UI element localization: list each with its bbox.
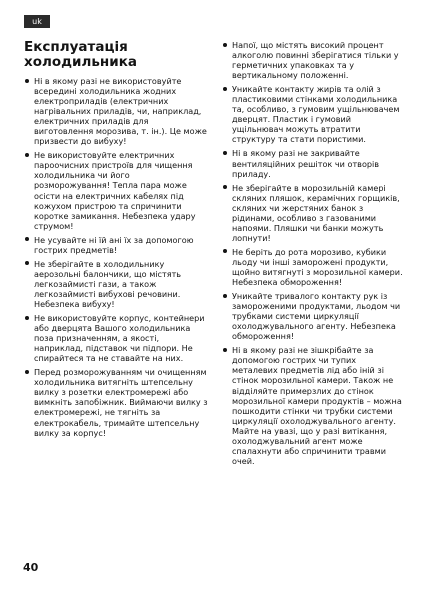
list-item <box>24 259 208 309</box>
list-item <box>222 183 404 243</box>
list-item <box>222 247 404 287</box>
item-text: Не використовуйте корпус, контейнери або дверцята Вашого холодильника поза призначенням, а якості, наприклад, підставок чи підпори. Не спирайтеся та не ставайте на них. <box>34 313 205 364</box>
left-bullet-list <box>24 76 208 438</box>
item-text: Ні в якому разі не зішкрібайте за допомогою гострих чи тупих металевих предметів лід або іній зі стінок морозильної камери. Також не відділяйте примерзлих до стінок морозильної камери продуктів – можна пошкодити стінки чи трубки системи циркуляції охолоджувального агенту. Майте на увазі, що у разі витікання, охолоджувальний агент може спалахнути або спричинити травми очей. <box>232 345 402 466</box>
section-title: Експлуатація холодильника <box>24 39 137 70</box>
list-item <box>222 345 404 466</box>
list-item <box>24 367 208 437</box>
page-number: 40 <box>23 561 39 574</box>
item-warning: Це може призвести до вибуху! <box>34 126 207 147</box>
item-text: Не усувайте ні їй ані їх за допомогою гострих предметів! <box>34 234 194 255</box>
list-item <box>222 40 404 80</box>
item-warning: Небезпека обмороження! <box>232 277 343 288</box>
item-warning: Небезпека вибуху! <box>34 298 115 309</box>
item-text: Напої, що містять високий процент алкоголю повинні зберігатися тільки у герметичних упаковках та у вертикальному положенні. <box>232 40 399 81</box>
item-text: Перед розморожуванням чи очищенням холодильника витягніть штепсельну вилку з розетки електромережі або вимкніть запобіжник. Виймаючи вилку з електромережі, не тягніть за електрокабель, тримайте штепсельну вилку за корпус! <box>34 367 208 438</box>
list-item <box>222 291 404 341</box>
item-text: Не зберігайте в холодильнику аерозольні балончики, що містять легкозаймисті гази, а також легкозаймисті вибухові речовини. <box>34 258 182 299</box>
list-item <box>24 313 208 363</box>
item-text: Уникайте контакту жирів та олій з пластиковими стінками холодильника та, особливо, з гумовим ущільнювачем дверцят. Пластик і гумовий ущільнювач можуть втратити структуру та стати пористими. <box>232 84 400 145</box>
left-column <box>24 40 208 442</box>
item-text: Ні в якому разі не закривайте вентиляційних решіток чи отворів приладу. <box>232 148 380 179</box>
list-item <box>24 76 208 146</box>
item-text: Не зберігайте в морозильній камері скляних пляшок, керамічних горщиків, скляних чи жерстяних банок з рідинами, особливо з газованими напоями. Пляшки чи банки можуть лопнути! <box>232 182 400 243</box>
item-warning: Небезпека удару струмом! <box>34 210 196 231</box>
item-text: Уникайте тривалого контакту рук із замороженими продуктами, льодом чи трубками системи циркуляції охолоджувального агенту. <box>232 291 401 332</box>
item-warning: Небезпека обмороження! <box>232 321 396 342</box>
list-item <box>24 235 208 255</box>
item-text: Ні в якому разі не використовуйте всередині холодильника жодних електроприладів (електричних нагрівальних приладів, чи, наприклад, електричних приладів для виготовлення морозива, т. ін.). <box>34 76 202 137</box>
list-item <box>222 148 404 178</box>
right-bullet-list <box>222 40 404 466</box>
list-item <box>222 84 404 144</box>
right-column <box>222 40 404 470</box>
language-tag: uk <box>24 15 50 28</box>
list-item <box>24 150 208 230</box>
item-text: Не беріть до рота морозиво, кубики льоду чи інші заморожені продукти, щойно витягнуті з морозильної камери. <box>232 246 403 277</box>
item-text: Не використовуйте електричних пароочисних пристроїв для чищення холодильника чи його розморожування! Тепла пара може осісти на електричних кабелях під кожухом пристрою та спричинити коротке замикання. <box>34 150 193 221</box>
